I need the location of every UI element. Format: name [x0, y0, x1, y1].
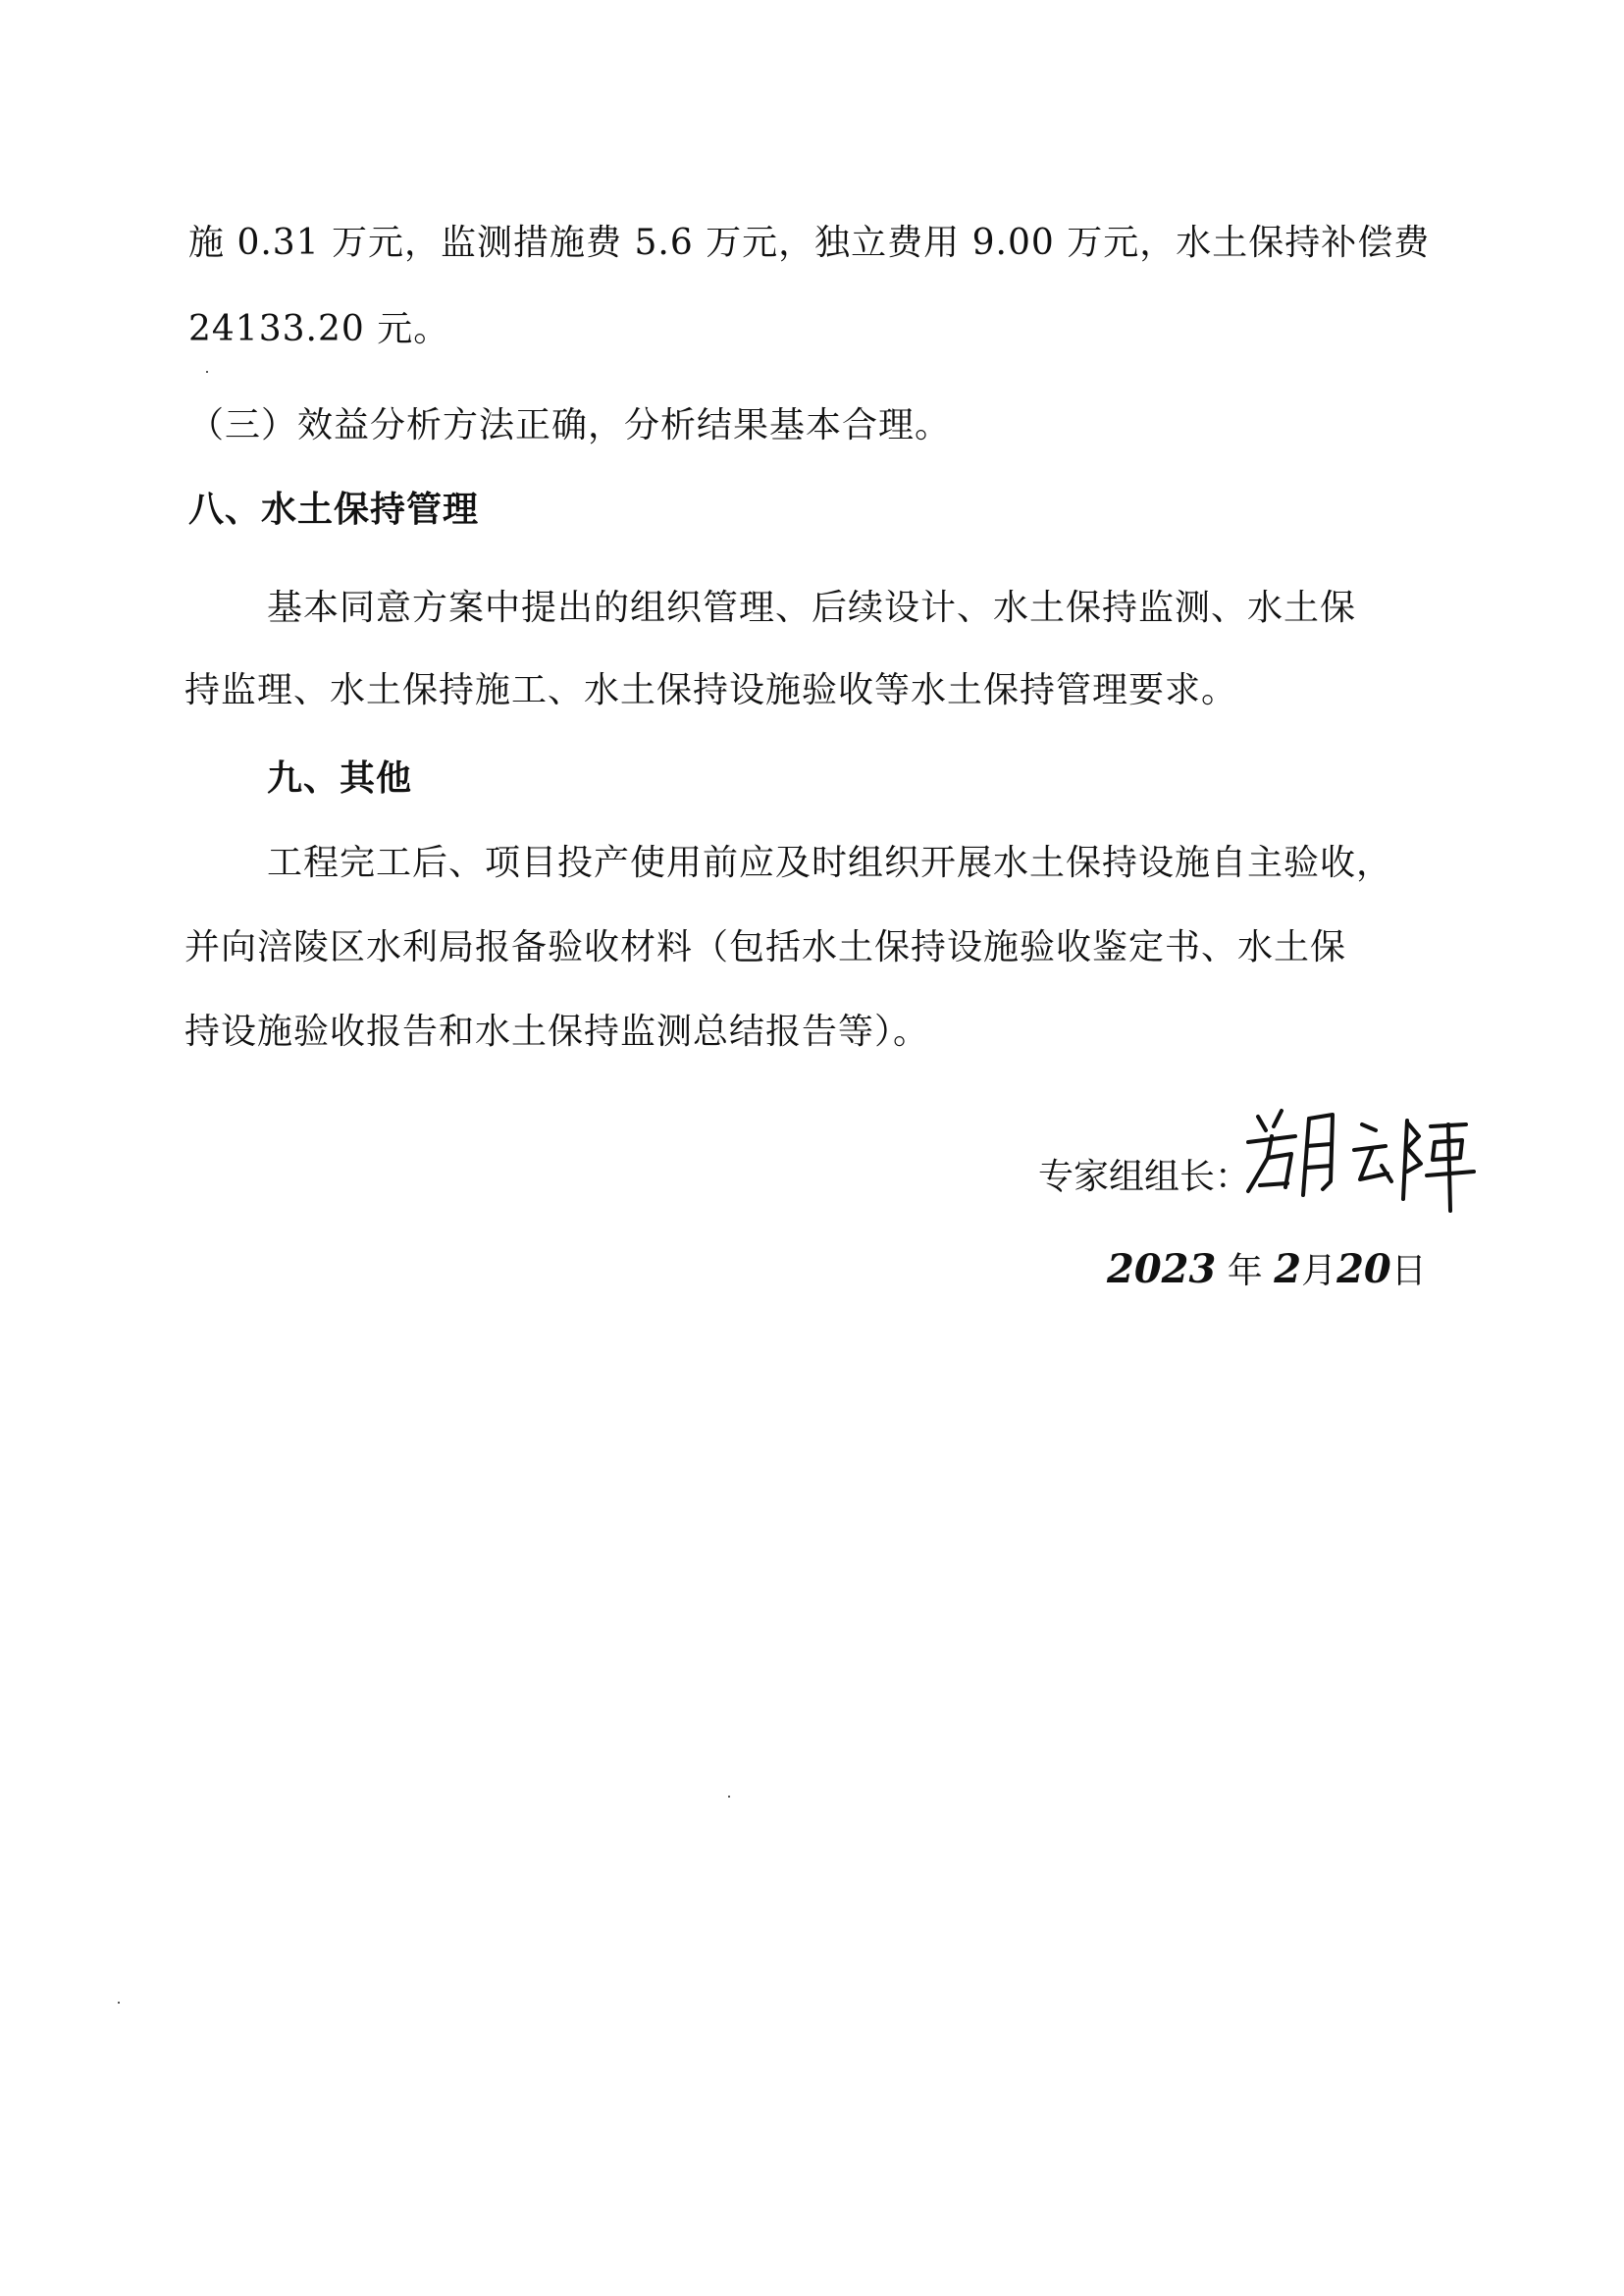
date-month-suffix: 月: [1301, 1251, 1337, 1291]
scan-speck: [728, 1796, 730, 1798]
date-year: 2023: [1107, 1246, 1217, 1292]
cost-line-2: 24133.20 元。: [188, 309, 450, 349]
cost-line-1: 施 0.31 万元，监测措施费 5.6 万元，独立费用 9.00 万元，水土保持补偿费: [188, 223, 1431, 263]
section-8-line-2: 持监理、水土保持施工、水土保持设施验收等水土保持管理要求。: [184, 670, 1238, 710]
section-9-line-3: 持设施验收报告和水土保持监测总结报告等）。: [184, 1012, 930, 1052]
section-9-heading: 九、其他: [267, 758, 413, 799]
date-month: 2: [1274, 1246, 1302, 1292]
benefit-line: （三）效益分析方法正确，分析结果基本合理。: [188, 405, 952, 445]
section-9-line-2: 并向涪陵区水利局报备验收材料（包括水土保持设施验收鉴定书、水土保: [184, 927, 1347, 967]
date-day-suffix: 日: [1390, 1251, 1427, 1291]
date-day: 20: [1336, 1246, 1391, 1292]
scan-speck: [118, 2002, 120, 2004]
scan-speck: [206, 371, 208, 373]
date-year-suffix: 年: [1216, 1251, 1275, 1291]
section-8-heading: 八、水土保持管理: [188, 490, 480, 530]
section-8-line-1: 基本同意方案中提出的组织管理、后续设计、水土保持监测、水土保: [267, 588, 1357, 628]
signature-label: 专家组组长：: [1038, 1157, 1251, 1197]
signature-date: [1107, 1248, 1427, 1293]
handwritten-signature: [1238, 1097, 1484, 1215]
section-9-line-1: 工程完工后、项目投产使用前应及时组织开展水土保持设施自主验收，: [267, 843, 1393, 883]
